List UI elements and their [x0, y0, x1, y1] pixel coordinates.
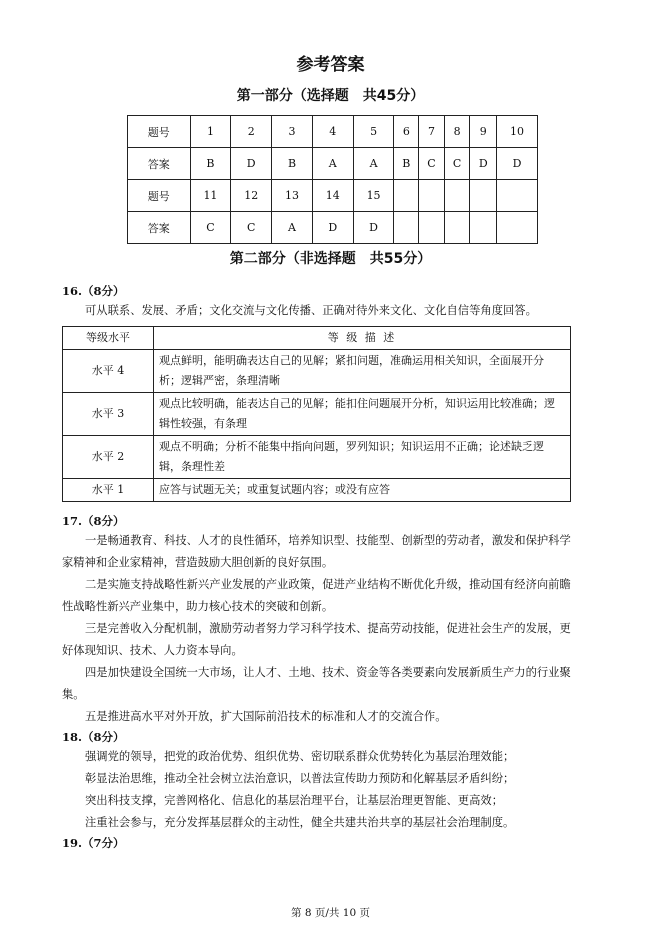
answer-cell: 2 — [231, 116, 272, 148]
answer-cell: 3 — [272, 116, 313, 148]
answer-cell — [444, 212, 470, 244]
rubric-level: 水平 2 — [63, 436, 154, 479]
answer-table — [127, 115, 538, 244]
answer-paragraph: 二是实施支持战略性新兴产业发展的产业政策，促进产业结构不断优化升级，推动国有经济向前瞻性战略性新兴产业集中，助力核心技术的突破和创新。 — [62, 578, 571, 613]
q18-title: 18.（8分） — [62, 730, 125, 744]
answer-cell: D — [231, 148, 272, 180]
rubric-level: 水平 1 — [63, 479, 154, 502]
rubric-desc: 应答与试题无关；或重复试题内容；或没有应答 — [154, 479, 571, 502]
answer-table-row — [128, 212, 538, 244]
rubric-level: 水平 3 — [63, 393, 154, 436]
answer-cell — [444, 180, 470, 212]
rubric-table — [62, 326, 571, 502]
answer-cell: D — [353, 212, 394, 244]
q18-answer — [62, 746, 572, 834]
answer-paragraph: 彰显法治思维，推动全社会树立法治意识，以普法宣传助力预防和化解基层矛盾纠纷； — [85, 772, 515, 785]
answer-cell: D — [312, 212, 353, 244]
answer-paragraph: 注重社会参与，充分发挥基层群众的主动性，健全共建共治共享的基层社会治理制度。 — [85, 816, 515, 829]
answer-cell — [419, 180, 445, 212]
rubric-desc: 观点不明确；分析不能集中指向问题，罗列知识；知识运用不正确；论述缺乏逻辑，条理性差 — [154, 436, 571, 479]
answer-cell: B — [190, 148, 231, 180]
answer-paragraph: 突出科技支撑，完善网格化、信息化的基层治理平台，让基层治理更智能、更高效； — [85, 794, 503, 807]
rubric-row — [63, 393, 571, 436]
row-label: 题号 — [128, 116, 191, 148]
answer-cell — [470, 180, 497, 212]
answer-paragraph: 四是加快建设全国统一大市场，让人才、土地、技术、资金等各类要素向发展新质生产力的行业聚集。 — [62, 666, 571, 701]
rubric-desc: 观点鲜明，能明确表达自己的见解；紧扣问题，准确运用相关知识，全面展开分析；逻辑严密，条理清晰 — [154, 350, 571, 393]
answer-cell: 10 — [497, 116, 538, 148]
rubric-row — [63, 350, 571, 393]
rubric-header-desc: 等 级 描 述 — [154, 327, 571, 350]
answer-cell: D — [497, 148, 538, 180]
answer-cell: A — [353, 148, 394, 180]
answer-cell: 5 — [353, 116, 394, 148]
answers-body — [62, 282, 572, 852]
answer-table-row — [128, 148, 538, 180]
answer-cell: 14 — [312, 180, 353, 212]
answer-cell: 1 — [190, 116, 231, 148]
answer-cell — [470, 212, 497, 244]
rubric-header-level: 等级水平 — [63, 327, 154, 350]
answer-cell — [394, 180, 419, 212]
answer-cell: 7 — [419, 116, 445, 148]
answer-cell: D — [470, 148, 497, 180]
q16-intro: 可从联系、发展、矛盾；文化交流与文化传播、正确对待外来文化、文化自信等角度回答。 — [85, 304, 537, 317]
q17-answer — [62, 530, 572, 728]
page-footer: 第 8 页/共 10 页 — [291, 907, 370, 919]
answer-table-row — [128, 180, 538, 212]
answer-cell: B — [272, 148, 313, 180]
answer-cell: C — [190, 212, 231, 244]
answer-cell: 13 — [272, 180, 313, 212]
answer-cell: B — [394, 148, 419, 180]
answer-paragraph: 强调党的领导，把党的政治优势、组织优势、密切联系群众优势转化为基层治理效能； — [85, 750, 515, 763]
answer-cell — [497, 180, 538, 212]
row-label: 答案 — [128, 212, 191, 244]
answer-cell: C — [444, 148, 470, 180]
rubric-level: 水平 4 — [63, 350, 154, 393]
answer-cell: C — [419, 148, 445, 180]
answer-cell: 4 — [312, 116, 353, 148]
answer-cell: A — [272, 212, 313, 244]
q19-title: 19.（7分） — [62, 836, 125, 850]
part1-heading: 第一部分（选择题 共45分） — [236, 88, 425, 104]
answer-cell: A — [312, 148, 353, 180]
answer-cell — [497, 212, 538, 244]
rubric-row — [63, 479, 571, 502]
answer-cell: 11 — [190, 180, 231, 212]
q17-title: 17.（8分） — [62, 514, 125, 528]
part2-heading: 第二部分（非选择题 共55分） — [229, 251, 432, 267]
rubric-row — [63, 436, 571, 479]
row-label: 题号 — [128, 180, 191, 212]
answer-paragraph: 五是推进高水平对外开放，扩大国际前沿技术的标准和人才的交流合作。 — [85, 710, 447, 723]
row-label: 答案 — [128, 148, 191, 180]
answer-table-row — [128, 116, 538, 148]
answer-cell: 9 — [470, 116, 497, 148]
answer-paragraph: 一是畅通教育、科技、人才的良性循环，培养知识型、技能型、创新型的劳动者，激发和保护科学家精神和企业家精神，营造鼓励大胆创新的良好氛围。 — [62, 534, 571, 569]
answer-cell: C — [231, 212, 272, 244]
answer-cell: 12 — [231, 180, 272, 212]
rubric-desc: 观点比较明确，能表达自己的见解；能扣住问题展开分析，知识运用比较准确；逻辑性较强，有条理 — [154, 393, 571, 436]
answer-cell — [394, 212, 419, 244]
answer-paragraph: 三是完善收入分配机制，激励劳动者努力学习科学技术、提高劳动技能，促进社会生产的发展，更好体现知识、技术、人力资本导向。 — [62, 622, 571, 657]
q16-title: 16.（8分） — [62, 284, 125, 298]
rubric-header — [63, 327, 571, 350]
answer-cell: 8 — [444, 116, 470, 148]
answer-cell: 6 — [394, 116, 419, 148]
page-title: 参考答案 — [296, 55, 365, 75]
answer-cell: 15 — [353, 180, 394, 212]
answer-cell — [419, 212, 445, 244]
